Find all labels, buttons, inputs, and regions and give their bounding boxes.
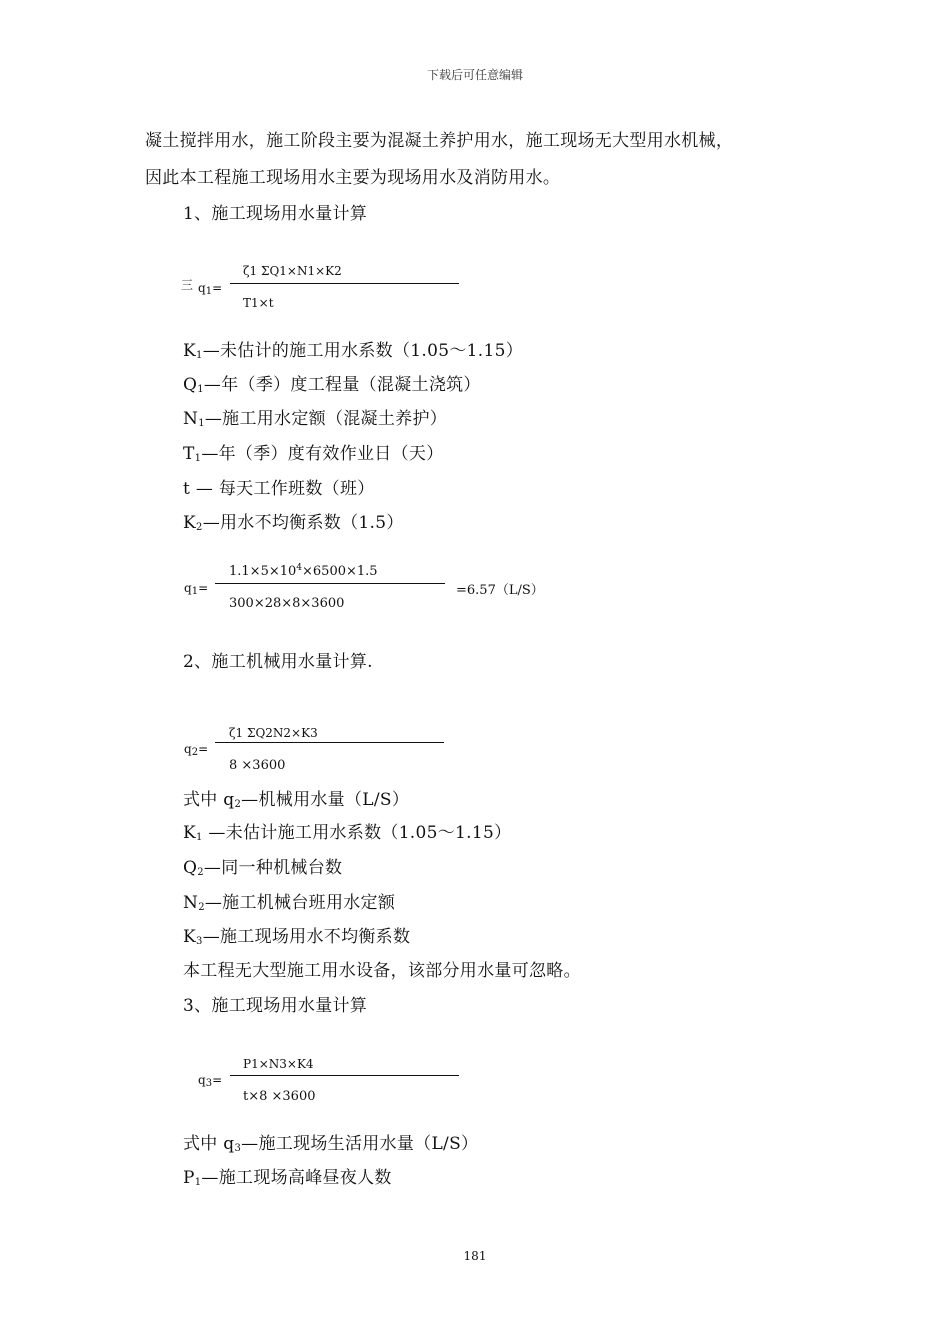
- page-number: 181: [463, 1249, 487, 1263]
- intro-line-2: 因此本工程施工现场用水主要为现场用水及消防用水。: [145, 168, 561, 188]
- calc-1-result: =6.57（L/S）: [456, 583, 544, 598]
- definition-k2: $K_2—$用水不均衡系数（1.5）: [183, 513, 404, 533]
- formula-1-numerator: ζ1 ΣQ1×N1×K2: [243, 264, 342, 278]
- calc-1-fraction-bar: [215, 583, 445, 584]
- definition-q1: $Q_1—$年（季）度工程量（混凝土浇筑）: [183, 375, 481, 395]
- formula-1-fraction-bar: [230, 283, 459, 284]
- formula-2-lhs: $q_2=$: [184, 742, 209, 758]
- definition-q2-count: $Q_2—$同一种机械台数: [183, 858, 343, 878]
- definition-k3: $K_3—$施工现场用水不均衡系数: [183, 927, 411, 947]
- calc-1-lhs: $q_1=$: [184, 581, 209, 597]
- definition-t1: $T_1—$年（季）度有效作业日（天）: [183, 444, 444, 464]
- section-1-heading: 1、施工现场用水量计算: [183, 204, 368, 224]
- formula-1-left-mark: 三: [181, 278, 194, 292]
- formula-3-lhs: $q_3=$: [198, 1073, 223, 1089]
- formula-2-numerator: ζ1 ΣQ2N2×K3: [229, 726, 318, 740]
- definition-q2: 式中 $q_2—$机械用水量（L/S）: [183, 790, 410, 810]
- section-2-note: 本工程无大型施工用水设备，该部分用水量可忽略。: [183, 961, 581, 981]
- definition-n2: $N_2—$施工机械台班用水定额: [183, 893, 396, 913]
- page-header: 下载后可任意编辑: [426, 68, 523, 82]
- formula-2-denominator: 8 ×3600: [229, 758, 286, 773]
- formula-2-fraction-bar: [215, 742, 444, 743]
- calc-1-denominator: 300×28×8×3600: [229, 596, 345, 611]
- intro-line-1: 凝土搅拌用水，施工阶段主要为混凝土养护用水，施工现场无大型用水机械，: [145, 131, 734, 151]
- formula-3-fraction-bar: [230, 1075, 459, 1076]
- section-2-heading: 2、施工机械用水量计算.: [183, 652, 373, 672]
- formula-1-denominator: T1×t: [243, 296, 274, 310]
- formula-3-denominator: t×8 ×3600: [243, 1089, 316, 1104]
- formula-1-lhs: $q_1=$: [198, 281, 223, 297]
- definition-k1-machine: $K_1$ —未估计施工用水系数（1.05～1.15）: [183, 823, 512, 843]
- formula-3-numerator: P1×N3×K4: [243, 1057, 314, 1071]
- definition-q3: 式中 $q_3—$施工现场生活用水量（L/S）: [183, 1134, 479, 1154]
- definition-n1: $N_1—$施工用水定额（混凝土养护）: [183, 409, 448, 429]
- definition-k1: $K_1—$未估计的施工用水系数（1.05～1.15）: [183, 341, 523, 361]
- definition-t: t — 每天工作班数（班）: [183, 479, 375, 499]
- definition-p1: $P_1—$施工现场高峰昼夜人数: [183, 1168, 392, 1188]
- section-3-heading: 3、施工现场用水量计算: [183, 996, 368, 1016]
- calc-1-numerator: $1.1\times 5\times 10^4\times 6500\times 1.5$: [229, 563, 378, 579]
